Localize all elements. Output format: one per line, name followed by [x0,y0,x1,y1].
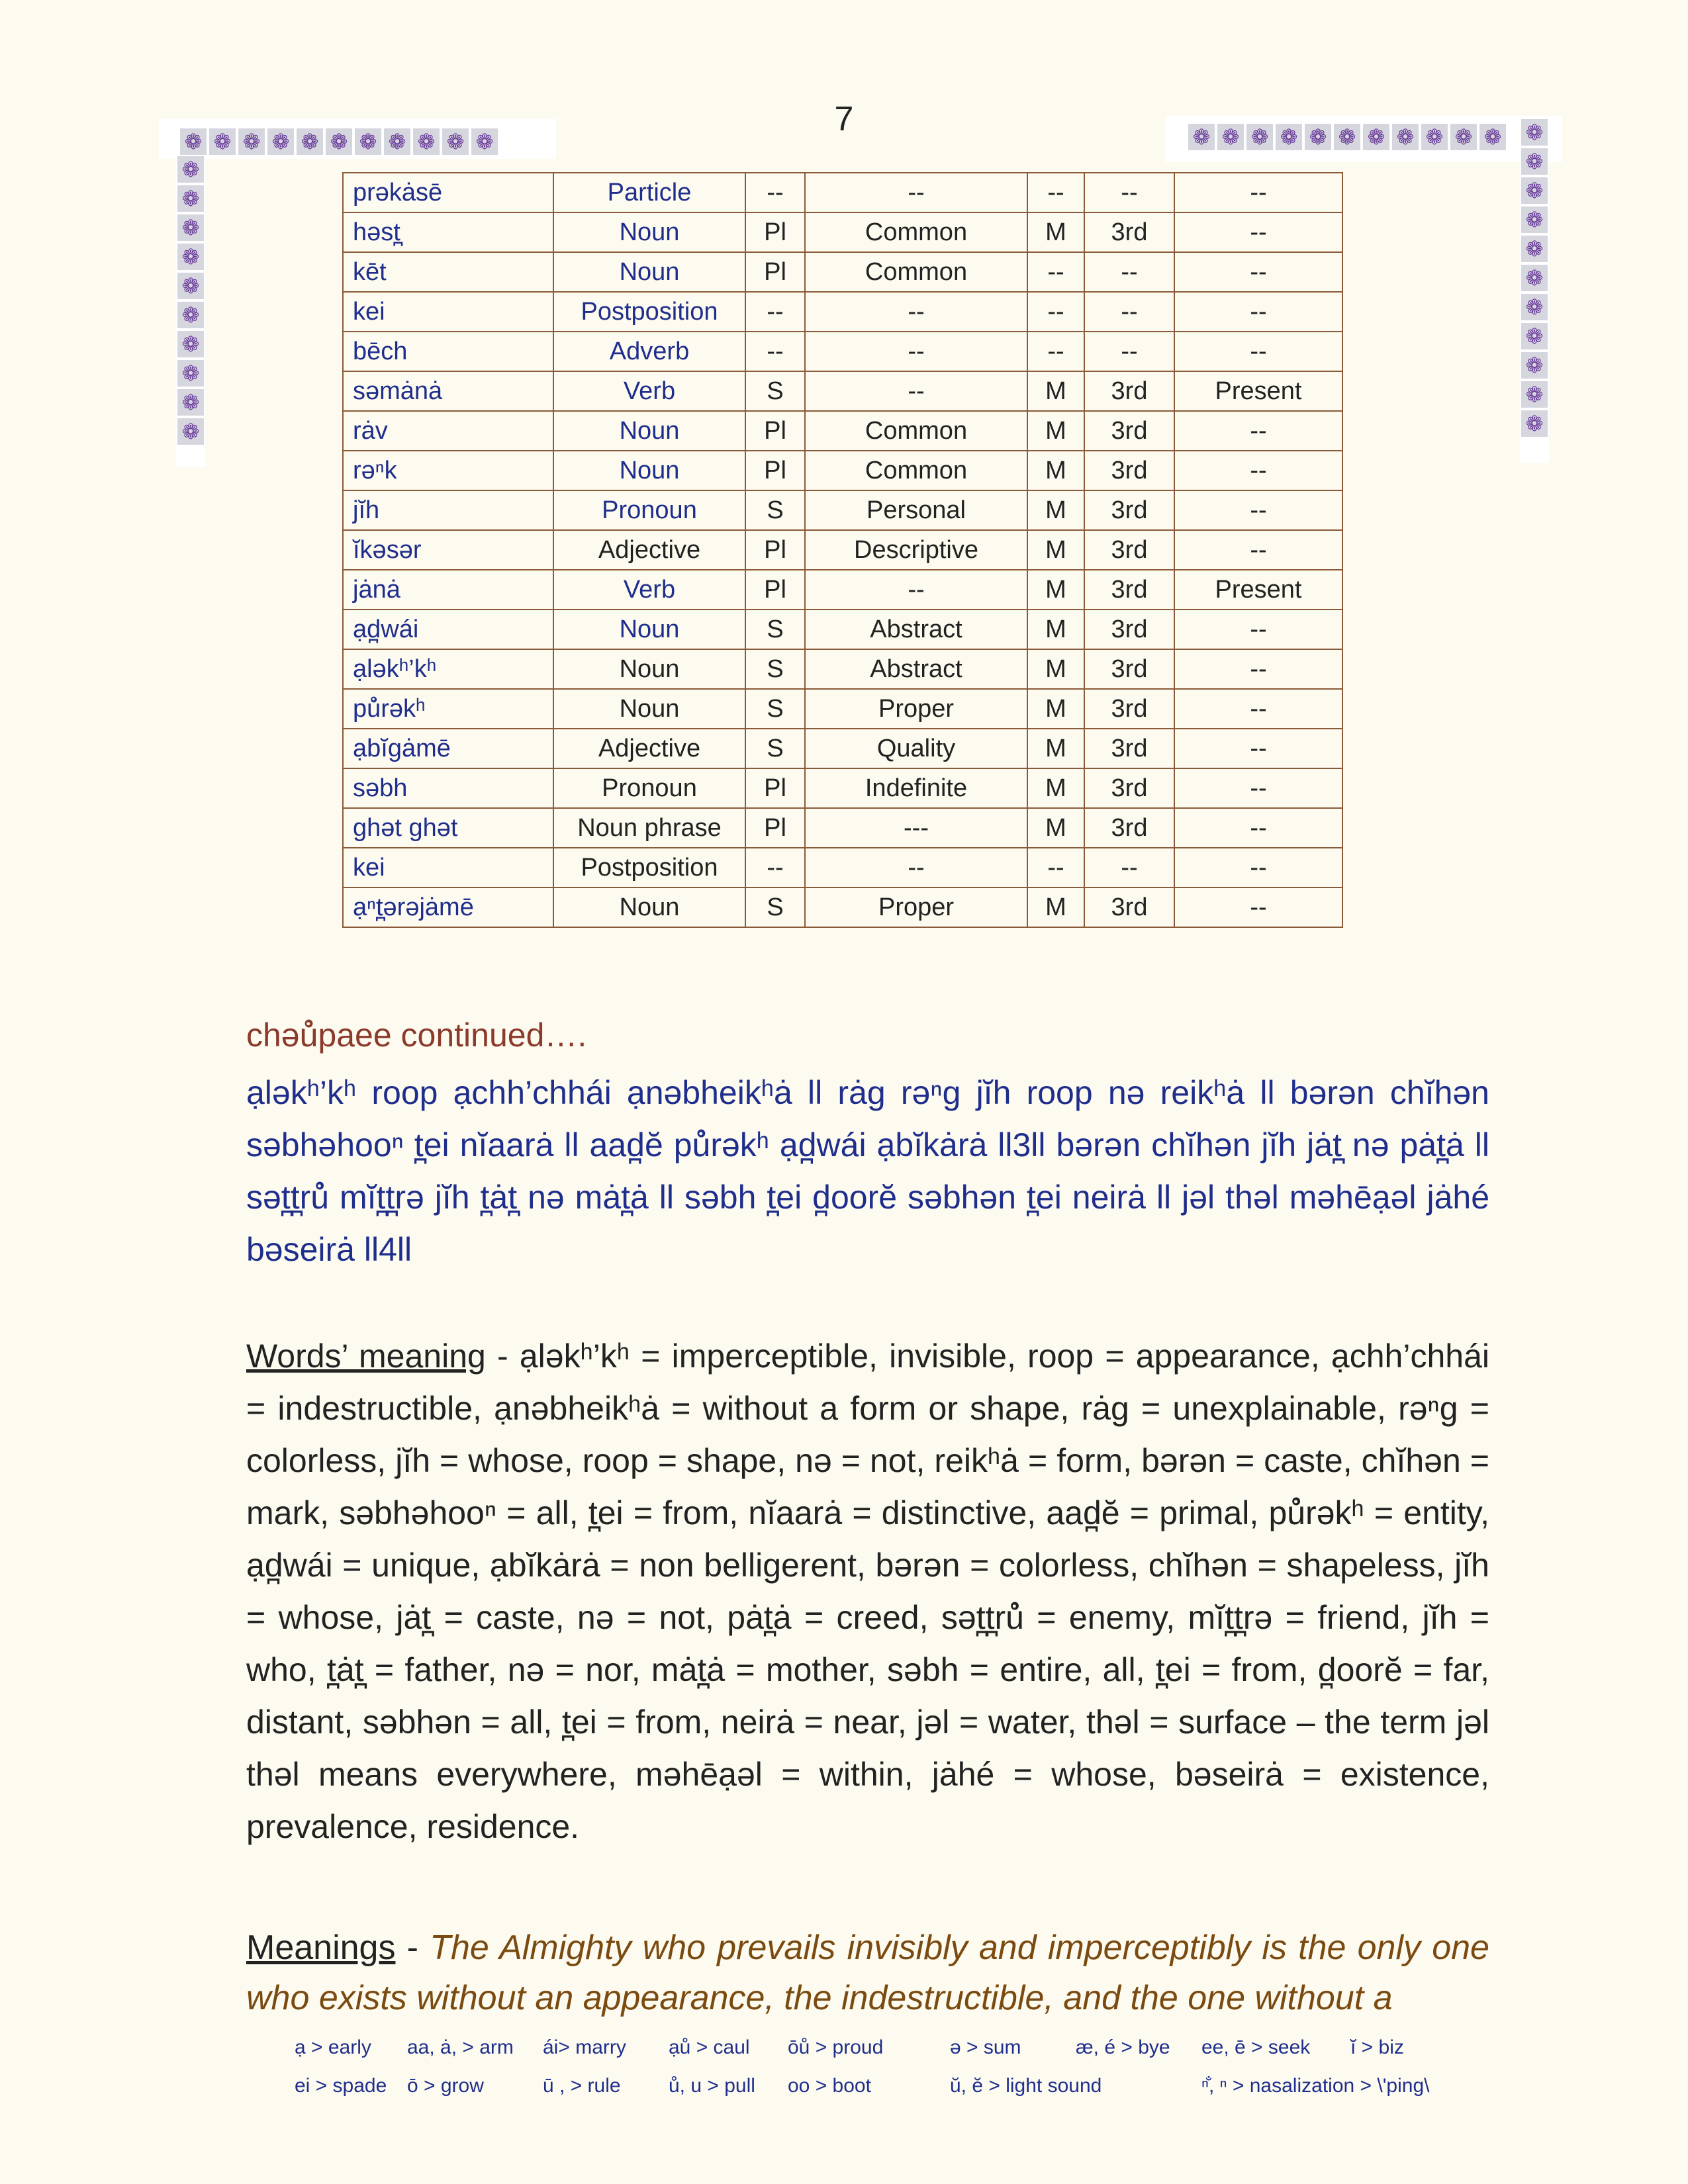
flower-icon: ❁ [1392,124,1419,150]
legend-item: ei > spade [295,2075,387,2097]
table-row [343,848,1342,887]
cell-gender: M [1027,649,1084,689]
cell-type: -- [805,332,1027,371]
cell-number: S [745,610,805,649]
cell-word: səbh [343,768,553,808]
cell-tense: -- [1174,610,1342,649]
flower-icon: ❁ [1521,119,1548,146]
cell-word: kei [343,848,553,887]
cell-person: -- [1084,848,1174,887]
flower-icon: ❁ [326,128,352,155]
flower-icon: ❁ [177,156,204,183]
flower-icon: ❁ [1521,236,1548,262]
legend-item: ạ > early [295,2036,371,2058]
cell-type: -- [805,173,1027,212]
flower-icon: ❁ [177,273,204,299]
cell-tense: -- [1174,689,1342,729]
grammar-table [342,172,1343,928]
cell-tense: -- [1174,490,1342,530]
cell-type: --- [805,808,1027,848]
cell-gender: M [1027,451,1084,490]
cell-tense: -- [1174,887,1342,927]
cell-word: ạləkʰ’kʰ [343,649,553,689]
cell-type: Abstract [805,649,1027,689]
cell-number: Pl [745,530,805,570]
cell-number: -- [745,292,805,332]
cell-word: ĭkəsər [343,530,553,570]
cell-gender: M [1027,530,1084,570]
legend-item: ee, ē > seek [1201,2036,1311,2058]
flower-icon: ❁ [1521,352,1548,379]
legend-item: ə > sum [950,2036,1021,2058]
legend-item: ů, u > pull [669,2075,755,2097]
cell-tense: -- [1174,729,1342,768]
cell-part-of-speech: Postposition [553,848,745,887]
flower-icon: ❁ [1521,148,1548,175]
cell-gender: M [1027,689,1084,729]
cell-tense: -- [1174,411,1342,451]
table-row [343,649,1342,689]
table-row [343,252,1342,292]
cell-part-of-speech: Adjective [553,729,745,768]
flower-icon: ❁ [177,389,204,416]
cell-part-of-speech: Noun [553,649,745,689]
flower-icon: ❁ [1521,177,1548,204]
flower-icon: ❁ [177,302,204,328]
cell-tense: -- [1174,173,1342,212]
cell-number: -- [745,848,805,887]
cell-gender: M [1027,411,1084,451]
cell-tense: Present [1174,371,1342,411]
cell-number: Pl [745,451,805,490]
cell-type: Quality [805,729,1027,768]
cell-word: rȧv [343,411,553,451]
cell-type: Indefinite [805,768,1027,808]
flower-icon: ❁ [1217,124,1244,150]
cell-tense: Present [1174,570,1342,610]
cell-type: Abstract [805,610,1027,649]
cell-part-of-speech: Noun [553,212,745,252]
cell-part-of-speech: Noun [553,689,745,729]
cell-person: 3rd [1084,570,1174,610]
cell-word: jĭh [343,490,553,530]
flower-icon: ❁ [1521,381,1548,408]
cell-person: -- [1084,252,1174,292]
pronunciation-legend [295,2028,1486,2105]
cell-person: 3rd [1084,689,1174,729]
flower-icon: ❁ [1276,124,1302,150]
cell-gender: M [1027,490,1084,530]
flower-icon: ❁ [209,128,236,155]
cell-part-of-speech: Adjective [553,530,745,570]
cell-gender: M [1027,212,1084,252]
legend-item: æ, é > bye [1076,2036,1170,2058]
legend-item: aa, ȧ, > arm [407,2036,514,2058]
flower-icon: ❁ [1246,124,1273,150]
cell-number: S [745,887,805,927]
verse-text: ạləkʰ’kʰ roop ạchh’chhái ạnəbheikʰȧ ll rȧg rəⁿg jĭh roop nə reikʰȧ ll bərən chĭhən səbhəhooⁿ t̪ei nĭaarȧ ll aad̪ĕ pů̊rəkʰ ạd̪wái ạbĭkȧrȧ ll3ll bərən chĭhən jĭh jȧt̪ nə pȧt̪ȧ ll sət̪t̪rů̊ mĭt̪t̪rə jĭh t̪ȧt̪ nə mȧt̪ȧ ll səbh t̪ei d̪oorĕ səbhən t̪ei neirȧ ll jəl thəl məhēạəl jȧhé bəseirȧ ll4ll [246,1074,1489,1268]
cell-tense: -- [1174,451,1342,490]
cell-person: 3rd [1084,808,1174,848]
flower-icon: ❁ [267,128,294,155]
cell-type: Common [805,252,1027,292]
flower-icon: ❁ [1305,124,1331,150]
cell-person: -- [1084,173,1174,212]
cell-tense: -- [1174,530,1342,570]
cell-person: 3rd [1084,610,1174,649]
cell-tense: -- [1174,768,1342,808]
table-row [343,490,1342,530]
flower-icon: ❁ [177,185,204,212]
legend-row [295,2028,1486,2067]
flower-icon: ❁ [1421,124,1448,150]
table-row [343,689,1342,729]
table-row [343,610,1342,649]
cell-gender: -- [1027,292,1084,332]
legend-item: ái> marry [543,2036,626,2058]
cell-gender: M [1027,570,1084,610]
flower-icon: ❁ [177,418,204,445]
flower-icon: ❁ [180,128,207,155]
flower-icon: ❁ [1521,265,1548,291]
cell-person: -- [1084,332,1174,371]
cell-word: pů̊rəkʰ [343,689,553,729]
cell-word: ạbĭgȧmē [343,729,553,768]
cell-number: S [745,689,805,729]
cell-number: S [745,490,805,530]
table-row [343,332,1342,371]
cell-gender: M [1027,371,1084,411]
cell-person: 3rd [1084,411,1174,451]
cell-word: jȧnȧ [343,570,553,610]
cell-number: Pl [745,768,805,808]
cell-part-of-speech: Verb [553,570,745,610]
table-row [343,371,1342,411]
cell-type: -- [805,371,1027,411]
cell-gender: M [1027,729,1084,768]
cell-word: rəⁿk [343,451,553,490]
legend-item: ĭ > biz [1350,2036,1404,2058]
cell-gender: M [1027,768,1084,808]
cell-person: 3rd [1084,451,1174,490]
flower-icon: ❁ [442,128,469,155]
cell-part-of-speech: Verb [553,371,745,411]
cell-type: Common [805,212,1027,252]
cell-word: ạⁿt̪ərəjȧmē [343,887,553,927]
cell-person: 3rd [1084,530,1174,570]
cell-person: 3rd [1084,371,1174,411]
flower-icon: ❁ [177,214,204,241]
cell-tense: -- [1174,649,1342,689]
cell-number: S [745,371,805,411]
cell-person: 3rd [1084,768,1174,808]
flower-icon: ❁ [355,128,381,155]
cell-tense: -- [1174,252,1342,292]
table-row [343,729,1342,768]
cell-person: 3rd [1084,729,1174,768]
table-row [343,411,1342,451]
cell-word: prəkȧsē [343,173,553,212]
cell-type: -- [805,570,1027,610]
words-meaning-label: Words’ meaning [246,1338,486,1375]
table-row [343,570,1342,610]
words-meaning-paragraph [246,1330,1489,1853]
table-row [343,768,1342,808]
flower-icon: ❁ [177,331,204,357]
cell-number: S [745,729,805,768]
table-row [343,212,1342,252]
cell-part-of-speech: Noun [553,252,745,292]
flower-icon: ❁ [238,128,265,155]
cell-number: Pl [745,411,805,451]
legend-row [295,2067,1486,2105]
table-row [343,173,1342,212]
cell-number: Pl [745,808,805,848]
cell-part-of-speech: Noun [553,451,745,490]
page-number: 7 [834,100,854,138]
cell-word: ghət ghət [343,808,553,848]
cell-tense: -- [1174,292,1342,332]
flower-icon: ❁ [1521,206,1548,233]
flower-icon: ❁ [1334,124,1360,150]
cell-person: 3rd [1084,649,1174,689]
meanings-separator: - [395,1929,430,1967]
cell-number: Pl [745,570,805,610]
meanings-label: Meanings [246,1929,396,1967]
cell-word: kēt [343,252,553,292]
cell-word: bēch [343,332,553,371]
legend-item: ⁿ̐, ⁿ > nasalization > \'ping\ [1201,2075,1430,2097]
cell-gender: -- [1027,848,1084,887]
flower-icon: ❁ [177,360,204,387]
cell-part-of-speech: Noun [553,887,745,927]
legend-item: ōů > proud [788,2036,884,2058]
flower-icon: ❁ [297,128,323,155]
flower-border-right [1520,119,1549,463]
cell-word: səmȧnȧ [343,371,553,411]
words-meaning-text: - ạləkʰ’kʰ = imperceptible, invisible, roop = appearance, ạchh’chhái = indestructible, ạnəbheikʰȧ = without a form or shape, rȧg = unexplainable, rəⁿg = colorless, jĭh = whose, roop = shape, nə = not, reikʰȧ = form, bərən = caste, chĭhən = mark, səbhəhooⁿ = all, t̪ei = from, nĭaarȧ = distinctive, aad̪ĕ = primal, pů̊rəkʰ = entity, ạd̪wái = unique, ạbĭkȧrȧ = non belligerent, bərən = colorless, chĭhən = shapeless, jĭh = whose, jȧt̪ = caste, nə = not, pȧt̪ȧ = creed, sət̪t̪rů̊ = enemy, mĭt̪t̪rə = friend, jĭh = who, t̪ȧt̪ = father, nə = nor, mȧt̪ȧ = mother, səbh = entire, all, t̪ei = from, d̪oorĕ = far, distant, səbhən = all, t̪ei = from, neirȧ = near, jəl = water, thəl = surface – the term jəl thəl means everywhere, məhēạəl = within, jȧhé = whose, bəseirȧ = existence, prevalence, residence. [246,1338,1489,1845]
cell-type: Personal [805,490,1027,530]
meanings-paragraph [246,1923,1489,2023]
cell-part-of-speech: Particle [553,173,745,212]
cell-tense: -- [1174,212,1342,252]
cell-type: Descriptive [805,530,1027,570]
flower-icon: ❁ [1450,124,1477,150]
table-row [343,808,1342,848]
legend-item: ū , > rule [543,2075,621,2097]
cell-type: Proper [805,689,1027,729]
flower-border-top-right [1188,122,1513,152]
cell-part-of-speech: Noun phrase [553,808,745,848]
cell-number: Pl [745,252,805,292]
cell-gender: -- [1027,173,1084,212]
cell-number: S [745,649,805,689]
table-row [343,292,1342,332]
cell-type: -- [805,848,1027,887]
cell-person: 3rd [1084,887,1174,927]
cell-number: -- [745,332,805,371]
flower-icon: ❁ [177,244,204,270]
flower-border-left [176,156,205,467]
flower-icon: ❁ [471,128,498,155]
legend-item: ō > grow [407,2075,484,2097]
cell-word: kei [343,292,553,332]
flower-icon: ❁ [384,128,410,155]
cell-number: -- [745,173,805,212]
cell-part-of-speech: Pronoun [553,768,745,808]
section-heading: chəů̊paee continued…. [246,1017,587,1054]
table-row [343,887,1342,927]
cell-part-of-speech: Adverb [553,332,745,371]
cell-person: -- [1084,292,1174,332]
legend-item: oo > boot [788,2075,871,2097]
flower-icon: ❁ [1521,410,1548,437]
cell-person: 3rd [1084,212,1174,252]
cell-part-of-speech: Noun [553,411,745,451]
flower-icon: ❁ [1363,124,1389,150]
cell-number: Pl [745,212,805,252]
cell-tense: -- [1174,808,1342,848]
cell-type: Common [805,451,1027,490]
flower-icon: ❁ [1188,124,1215,150]
flower-icon: ❁ [1479,124,1506,150]
cell-type: Proper [805,887,1027,927]
cell-type: Common [805,411,1027,451]
cell-tense: -- [1174,848,1342,887]
cell-gender: M [1027,610,1084,649]
table-row [343,530,1342,570]
cell-word: həst̪ [343,212,553,252]
cell-person: 3rd [1084,490,1174,530]
cell-gender: -- [1027,332,1084,371]
cell-gender: -- [1027,252,1084,292]
cell-type: -- [805,292,1027,332]
flower-icon: ❁ [1521,323,1548,349]
cell-part-of-speech: Pronoun [553,490,745,530]
cell-gender: M [1027,808,1084,848]
cell-part-of-speech: Noun [553,610,745,649]
flower-icon: ❁ [413,128,440,155]
table-row [343,451,1342,490]
flower-border-top-left [180,127,511,156]
legend-item: ạů > caul [669,2036,750,2058]
meanings-text: The Almighty who prevails invisibly and imperceptibly is the only one who exists without an appearance, the indestructible, and the one without a [246,1929,1489,2017]
cell-gender: M [1027,887,1084,927]
cell-word: ạd̪wái [343,610,553,649]
cell-part-of-speech: Postposition [553,292,745,332]
flower-icon: ❁ [1521,294,1548,320]
legend-item: ŭ, ĕ > light sound [950,2075,1102,2097]
cell-tense: -- [1174,332,1342,371]
